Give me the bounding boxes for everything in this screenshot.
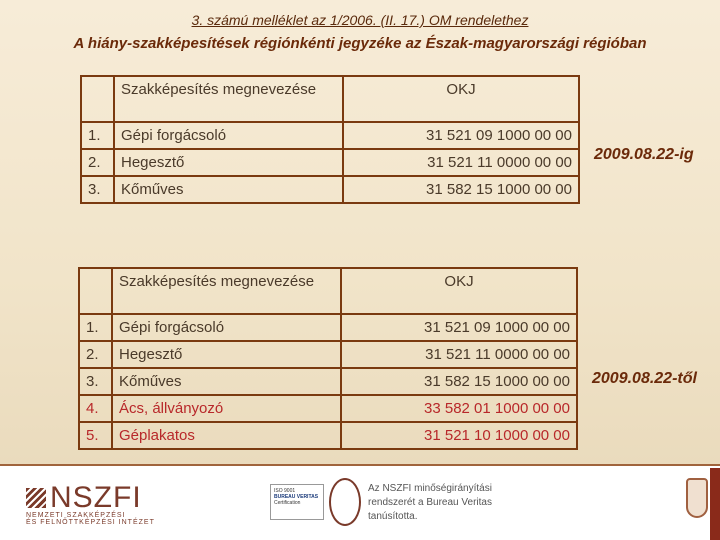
header-okj: OKJ — [341, 268, 577, 314]
side-bar — [710, 468, 720, 540]
header-name: Szakképesítés megnevezése — [112, 268, 341, 314]
table-row: 5. Géplakatos 31 521 10 1000 00 00 — [79, 422, 577, 449]
page-title: A hiány-szakképesítések régiónkénti jegyzéke az Észak-magyarországi régióban — [73, 35, 647, 52]
footer — [0, 468, 720, 540]
table-row: 3. Kőműves 31 582 15 1000 00 00 — [81, 176, 579, 203]
table-header — [79, 268, 577, 314]
date-from: 2009.08.22-től — [592, 370, 697, 387]
table-row: 2. Hegesztő 31 521 11 0000 00 00 — [81, 149, 579, 176]
table-row: 3. Kőműves 31 582 15 1000 00 00 — [79, 368, 577, 395]
certification-text: Az NSZFI minőségirányítási rendszerét a Bureau Veritas tanúsította. — [368, 483, 492, 522]
table-row: 2. Hegesztő 31 521 11 0000 00 00 — [79, 341, 577, 368]
qualifications-table-from — [78, 267, 578, 450]
iso-badge: ISO 9001 BUREAU VERITAS Certification — [270, 484, 324, 520]
table-header — [81, 76, 579, 122]
qualifications-table-until — [80, 75, 580, 204]
subtitle: 3. számú melléklet az 1/2006. (II. 17.) OM rendelethez — [191, 12, 529, 28]
date-until: 2009.08.22-ig — [594, 146, 694, 163]
hungarian-coat-of-arms-icon — [686, 478, 708, 518]
table-row: 4. Ács, állványozó 33 582 01 1000 00 00 — [79, 395, 577, 422]
bureau-veritas-seal-icon — [329, 478, 361, 526]
header-okj: OKJ — [343, 76, 579, 122]
header-name: Szakképesítés megnevezése — [114, 76, 343, 122]
nszfi-logo: NSZFI NEMZETI SZAKKÉPZÉSI ÉS FELNŐTTKÉPZÉSI INTÉZET — [26, 481, 155, 526]
table-row: 1. Gépi forgácsoló 31 521 09 1000 00 00 — [79, 314, 577, 341]
table-row: 1. Gépi forgácsoló 31 521 09 1000 00 00 — [81, 122, 579, 149]
